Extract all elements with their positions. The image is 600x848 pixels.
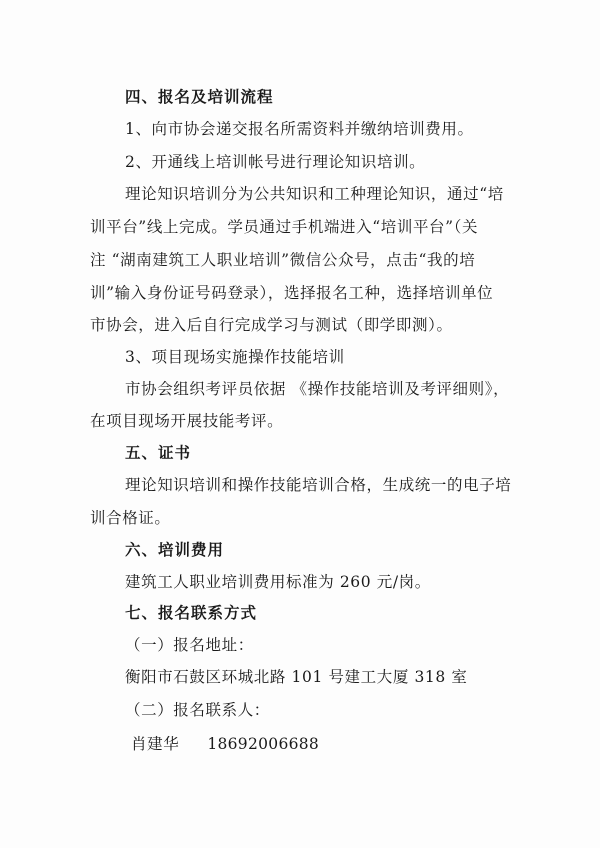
section-5-line: 理论知识培训和操作技能培训合格，生成统一的电子培 bbox=[125, 476, 512, 494]
section-4-step-3-line: 在项目现场开展技能考评。 bbox=[90, 412, 284, 430]
contact-label: （二）报名联系人： bbox=[125, 701, 270, 719]
section-4-step-3-line: 市协会组织考评员依据 《操作技能培训及考评细则》， bbox=[125, 380, 510, 398]
contact-phone: 18692006688 bbox=[207, 735, 320, 753]
section-4-paragraph-line: 训”输入身份证号码登录），选择报名工种，选择培训单位 bbox=[90, 284, 494, 302]
contact-name: 肖建华 bbox=[131, 735, 180, 753]
section-4-step-2: 2、开通线上培训帐号进行理论知识培训。 bbox=[125, 153, 426, 171]
section-5-line: 训合格证。 bbox=[90, 509, 171, 527]
section-4-step-3: 3、项目现场实施操作技能培训 bbox=[125, 348, 345, 366]
section-4-step-1: 1、向市协会递交报名所需资料并缴纳培训费用。 bbox=[125, 120, 474, 138]
section-7-heading: 七、报名联系方式 bbox=[125, 604, 258, 622]
section-4-paragraph-line: 理论知识培训分为公共知识和工种理论知识，通过“培 bbox=[125, 185, 504, 203]
section-5-heading: 五、证书 bbox=[125, 444, 192, 462]
section-4-paragraph-line: 市协会，进入后自行完成学习与测试（即学即测）。 bbox=[90, 316, 453, 334]
section-6-heading: 六、培训费用 bbox=[125, 541, 225, 559]
section-4-heading: 四、报名及培训流程 bbox=[125, 88, 274, 106]
section-4-paragraph-line: 训平台”线上完成。学员通过手机端进入“培训平台”（关 bbox=[90, 218, 479, 236]
address-text: 衡阳市石鼓区环城北路 101 号建工大厦 318 室 bbox=[125, 668, 468, 686]
section-6-text: 建筑工人职业培训费用标准为 260 元/岗。 bbox=[125, 573, 431, 591]
section-4-paragraph-line: 注 “湖南建筑工人职业培训”微信公众号，点击“我的培 bbox=[90, 251, 476, 269]
contact-row bbox=[131, 733, 319, 755]
address-label: （一）报名地址： bbox=[125, 636, 254, 654]
